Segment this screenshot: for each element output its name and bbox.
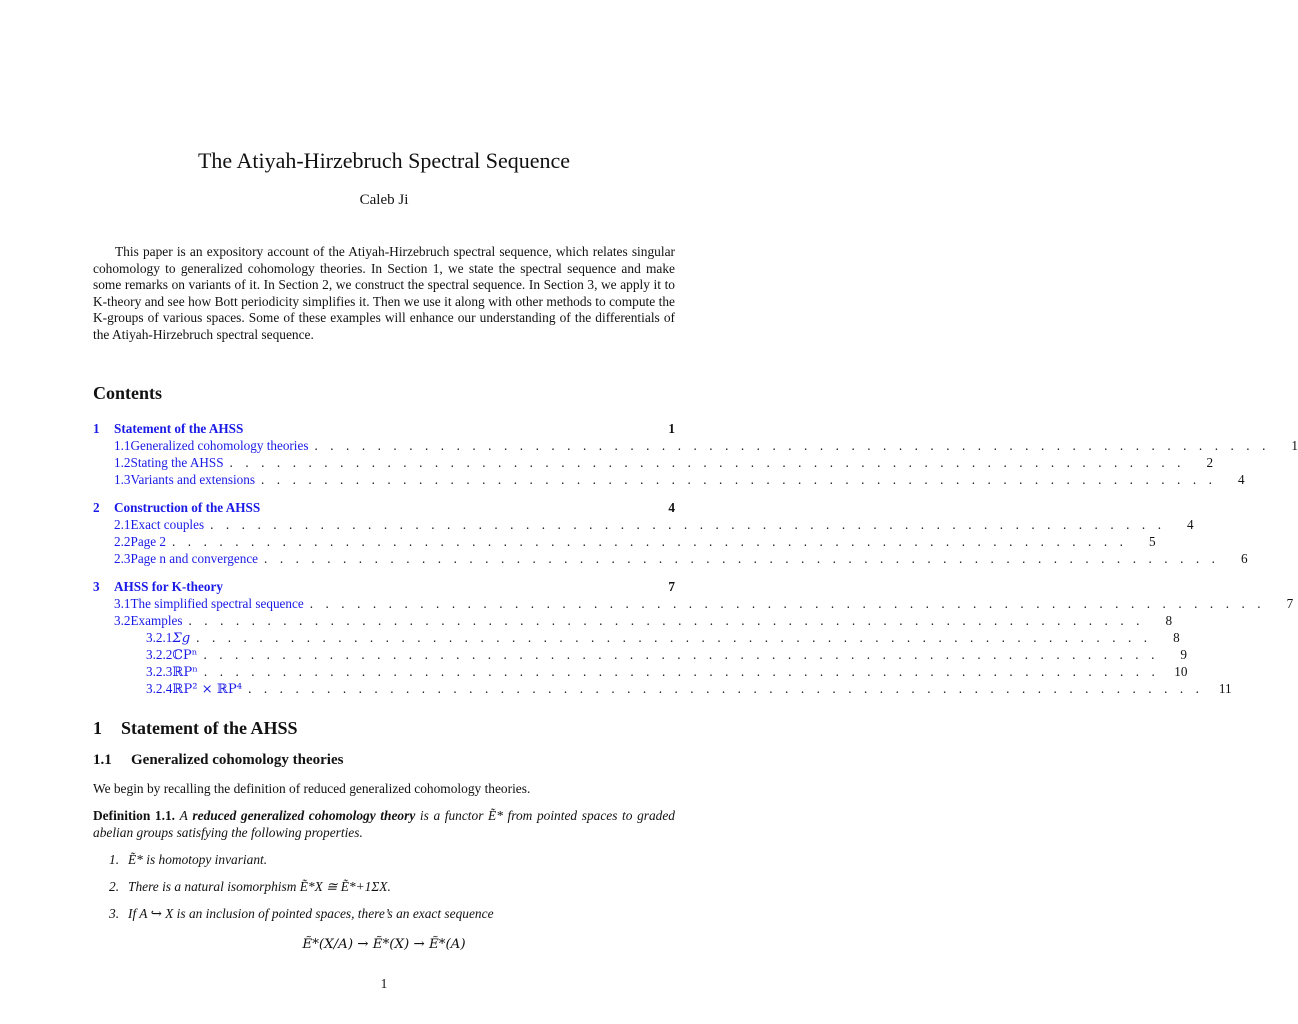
toc-entry-number: 3.2	[114, 613, 131, 628]
property-number: 3.	[109, 906, 120, 921]
toc-entry-number: 2.2	[114, 534, 131, 549]
toc-entry-title: Page 2	[130, 534, 167, 549]
definition-label: Definition 1.1.	[93, 808, 175, 823]
contents-heading: Contents	[93, 383, 163, 403]
definition-block	[93, 808, 675, 841]
toc-leader-dots: . . . . . . . . . . . . . . . . . . . . . . . . . . . . . . . . . . . . . . . . . . . . . . . . . . . . . . . . . . . . .	[314, 438, 1270, 453]
toc-entry-page: 7	[1286, 596, 1294, 611]
toc-entry[interactable]	[146, 663, 1188, 680]
toc-entry-page: 1	[668, 421, 675, 436]
toc-entry-title: ℂPⁿ	[172, 648, 198, 663]
toc-entry[interactable]	[114, 471, 1245, 488]
toc-entry-number: 1.1	[114, 438, 131, 453]
toc-entry-page: 4	[1187, 517, 1194, 532]
toc-entry-number: 3.2.1	[146, 630, 173, 645]
toc-leader-dots: . . . . . . . . . . . . . . . . . . . . . . . . . . . . . . . . . . . . . . . . . . . . . . . . . . . . . . . . . . . . .	[210, 517, 1166, 532]
subsection-number: 1.1	[93, 752, 112, 768]
toc-leader-dots: . . . . . . . . . . . . . . . . . . . . . . . . . . . . . . . . . . . . . . . . . . . . . . . . . . . . . . . . . . . . .	[172, 534, 1128, 549]
toc-entry[interactable]	[114, 533, 1156, 550]
toc-entry[interactable]	[114, 550, 1248, 567]
toc-entry[interactable]	[146, 629, 1180, 646]
toc-entry[interactable]	[146, 646, 1187, 663]
toc-entry[interactable]	[146, 680, 1232, 697]
section-title: Statement of the AHSS	[121, 718, 298, 738]
subsection-title: Generalized cohomology theories	[131, 752, 344, 768]
toc-entry-number: 2.3	[114, 551, 131, 566]
subsection-heading	[93, 752, 343, 769]
toc-entry-title: Exact couples	[130, 517, 205, 532]
toc-leader-dots: . . . . . . . . . . . . . . . . . . . . . . . . . . . . . . . . . . . . . . . . . . . . . . . . . . . . . . . . . . . . .	[264, 551, 1220, 566]
property-item	[109, 852, 675, 869]
toc-entry-page: 4	[668, 500, 675, 515]
toc-entry-number: 3.2.4	[146, 681, 173, 696]
paper-author: Caleb Ji	[359, 192, 409, 208]
toc-entry-page: 8	[1165, 613, 1173, 628]
toc-entry-page: 11	[1218, 681, 1232, 696]
toc-entry-title: Examples	[130, 613, 183, 628]
toc-entry-page: 4	[1237, 472, 1245, 487]
toc-entry[interactable]	[114, 612, 1173, 629]
property-text: If A ↪ X is an inclusion of pointed spaces, there’s an exact sequence	[128, 906, 494, 921]
property-item	[109, 879, 675, 896]
toc-entry-title: Page n and convergence	[130, 551, 259, 566]
toc-entry[interactable]	[93, 499, 675, 516]
toc-entry-page: 5	[1148, 534, 1156, 549]
abstract: This paper is an expository account of the Atiyah-Hirzebruch spectral sequence, which relates singular cohomology to generalized cohomology theories. In Section 1, we state the spectral sequence and make some remarks on variants of it. In Section 2, we construct the spectral sequence. In Section 3, we apply it to K-theory and see how Bott periodicity simplifies it. Then we use it along with other methods to compute the K-groups of various spaces. Some of these examples will enhance our understanding of the differentials of the Atiyah-Hirzebruch spectral sequence.	[93, 244, 675, 342]
toc-entry-title: Stating the AHSS	[130, 455, 224, 470]
toc-entry[interactable]	[93, 420, 675, 437]
toc-leader-dots: . . . . . . . . . . . . . . . . . . . . . . . . . . . . . . . . . . . . . . . . . . . . . . . . . . . . . . . . . . . . .	[196, 630, 1152, 645]
toc-entry[interactable]	[114, 437, 1298, 454]
property-number: 1.	[109, 852, 120, 867]
toc-leader-dots: . . . . . . . . . . . . . . . . . . . . . . . . . . . . . . . . . . . . . . . . . . . . . . . . . . . . . . . . . . . . .	[203, 664, 1160, 679]
property-text: There is a natural isomorphism Ẽ*X ≅ Ẽ*+1ΣX.	[128, 879, 391, 894]
toc-leader-dots: . . . . . . . . . . . . . . . . . . . . . . . . . . . . . . . . . . . . . . . . . . . . . . . . . . . . . . . . . . . . .	[248, 681, 1204, 696]
definition-term: reduced generalized cohomology theory	[192, 808, 416, 823]
section-number: 1	[93, 718, 102, 738]
toc-entry-number: 1.3	[114, 472, 131, 487]
toc-leader-dots: . . . . . . . . . . . . . . . . . . . . . . . . . . . . . . . . . . . . . . . . . . . . . . . . . . . . . . . . . . . . .	[309, 596, 1266, 611]
toc-entry-title: ℝPⁿ	[172, 665, 198, 680]
toc-entry-number: 2.1	[114, 517, 131, 532]
toc-entry-title: AHSS for K-theory	[114, 579, 223, 594]
intro-paragraph: We begin by recalling the definition of reduced generalized cohomology theories.	[93, 781, 531, 796]
toc-entry-number: 2	[93, 500, 100, 515]
toc-leader-dots: . . . . . . . . . . . . . . . . . . . . . . . . . . . . . . . . . . . . . . . . . . . . . . . . . . . . . . . . . . . . .	[261, 472, 1217, 487]
toc-entry-number: 3.2.2	[146, 647, 173, 662]
toc-entry-page: 2	[1206, 455, 1214, 470]
page-number: 1	[380, 976, 388, 991]
toc-entry-number: 3.2.3	[146, 664, 173, 679]
paper-title: The Atiyah-Hirzebruch Spectral Sequence	[197, 148, 570, 173]
display-equation: Ẽ*(X/A) → Ẽ*(X) → Ẽ*(A)	[302, 937, 466, 952]
property-item	[109, 906, 675, 923]
definition-text-b: is a functor Ẽ* from pointed spaces to graded abelian groups satisfying the following properties.	[93, 808, 676, 840]
toc-entry[interactable]	[114, 454, 1214, 471]
toc-entry-title: Variants and extensions	[130, 472, 256, 487]
toc-entry-page: 7	[668, 579, 675, 594]
toc-entry-title: ℝP² × ℝP⁴	[172, 682, 243, 697]
toc-entry[interactable]	[93, 578, 675, 595]
toc-entry-number: 3	[93, 579, 100, 594]
toc-leader-dots: . . . . . . . . . . . . . . . . . . . . . . . . . . . . . . . . . . . . . . . . . . . . . . . . . . . . . . . . . . . . .	[203, 647, 1159, 662]
toc-leader-dots: . . . . . . . . . . . . . . . . . . . . . . . . . . . . . . . . . . . . . . . . . . . . . . . . . . . . . . . . . . . . .	[188, 613, 1145, 628]
section-heading	[93, 718, 298, 739]
toc-entry-number: 1.2	[114, 455, 131, 470]
toc-leader-dots: . . . . . . . . . . . . . . . . . . . . . . . . . . . . . . . . . . . . . . . . . . . . . . . . . . . . . . . . . . . . .	[229, 455, 1186, 470]
toc-entry-page: 6	[1240, 551, 1248, 566]
toc-entry-title: Generalized cohomology theories	[130, 438, 309, 453]
property-text: Ẽ* is homotopy invariant.	[128, 852, 268, 867]
toc-entry-title: The simplified spectral sequence	[130, 596, 304, 611]
property-number: 2.	[109, 879, 120, 894]
toc-entry-page: 9	[1180, 647, 1187, 662]
toc-entry-page: 10	[1174, 664, 1188, 679]
toc-entry-page: 1	[1291, 438, 1298, 453]
toc-entry-number: 3.1	[114, 596, 131, 611]
toc-entry-title: Construction of the AHSS	[114, 500, 261, 515]
toc-entry[interactable]	[114, 516, 1194, 533]
definition-text-a: A	[179, 808, 188, 823]
toc-entry-title: Σg	[172, 631, 191, 646]
toc-entry-number: 1	[93, 421, 100, 436]
toc-entry-title: Statement of the AHSS	[114, 421, 244, 436]
toc-entry[interactable]	[114, 595, 1294, 612]
toc-entry-page: 8	[1173, 630, 1180, 645]
